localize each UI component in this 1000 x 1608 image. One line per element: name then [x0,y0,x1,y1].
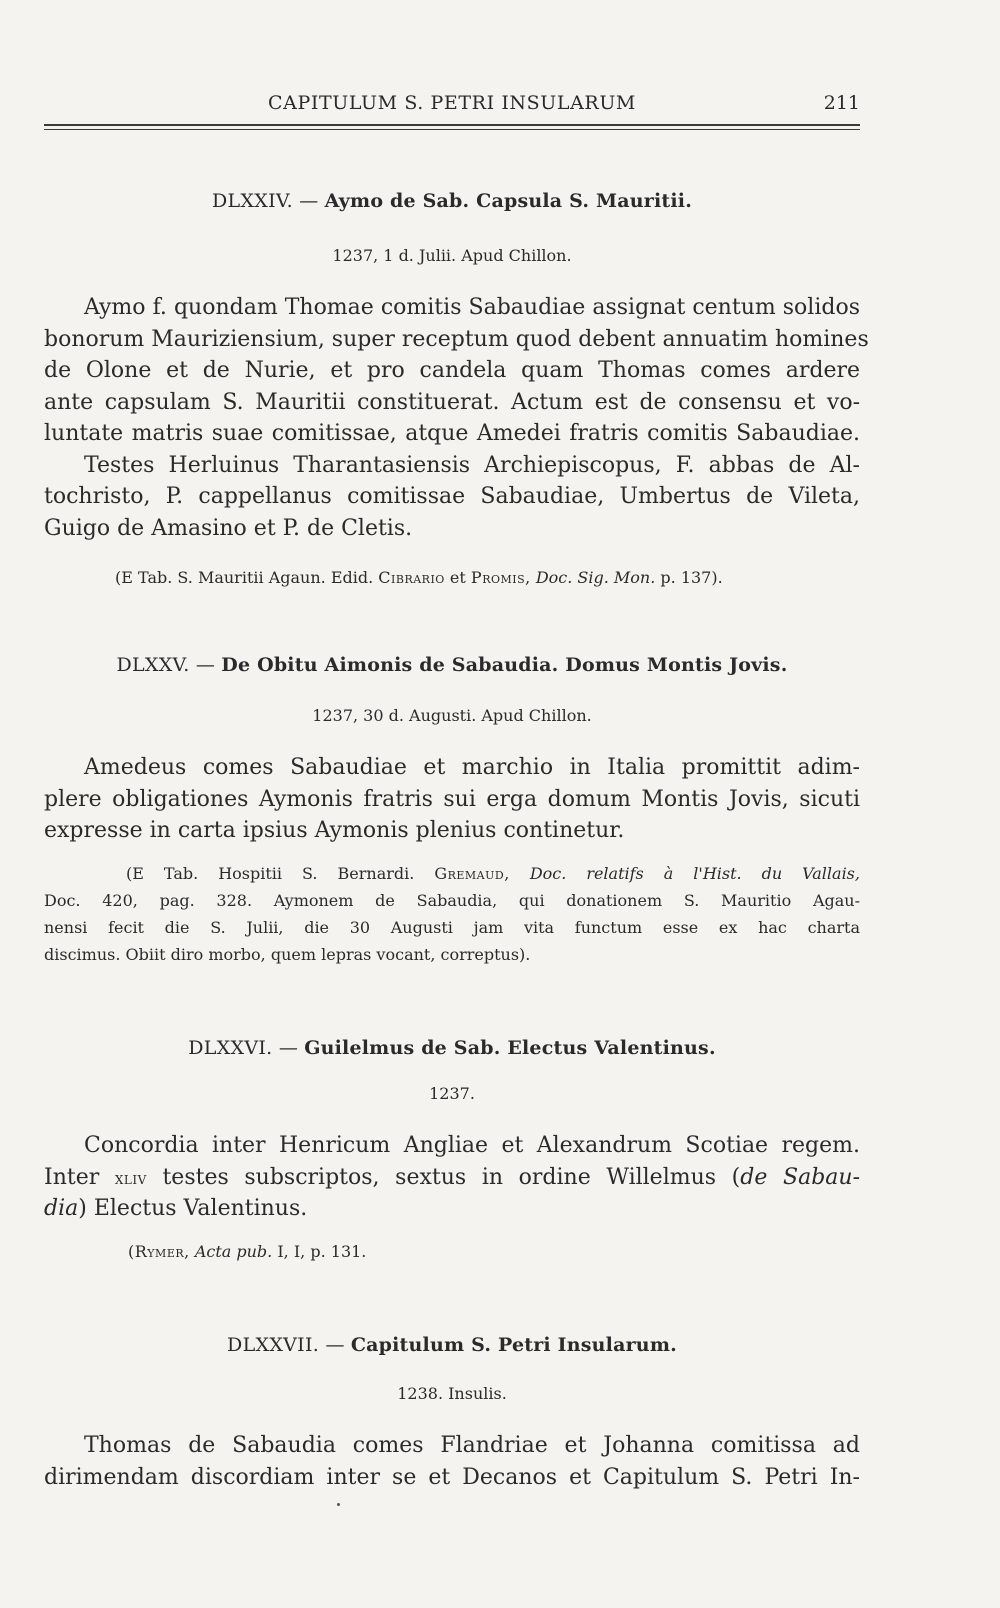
citation-text: (E Tab. Hospitii S. Bernardi. [126,864,415,883]
body-line: expresse in carta ipsius Aymonis plenius continetur. [44,818,625,843]
source-citation [128,1238,860,1265]
header-rule [44,124,860,126]
roman-numeral: xliv [114,1168,147,1189]
citation-work: Doc. Sig. Mon. [535,568,656,587]
body-line: Concordia inter Henricum Angliae et Alexandrum Scotiae regem. [84,1133,860,1158]
body-line: tochristo, P. cappellanus comitissae Sabaudiae, Umbertus de Vileta, [44,484,860,509]
body-line: ante capsulam S. Mauritii constituerat. Actum est de consensu et vo- [44,389,860,415]
body-line: plere obligationes Aymonis fratris sui erga domum Montis Jovis, sicuti [44,786,860,812]
citation-text: (E Tab. S. Mauritii Agaun. Edid. [115,568,374,587]
citation-text: I, I, p. 131. [277,1242,367,1261]
header-rule-thin [44,129,860,130]
body-italic: de Sabau- [740,1164,861,1190]
entry-number: DLXXIV. — [211,190,319,212]
body-text: ) Electus Valentinus. [78,1196,308,1221]
entry-date: 1238. Insulis. [397,1384,507,1403]
entry-heading [44,190,860,212]
body-line: Guigo de Amasino et P. de Cletis. [44,515,413,541]
entry-body [44,292,869,544]
citation-text: et [449,568,466,587]
citation-author: (Rymer, [128,1242,190,1261]
entry-number: DLXXV. — [116,654,216,676]
page-number: 211 [823,92,860,114]
body-text: Inter [44,1164,100,1190]
entry-body [44,1430,860,1493]
body-line: Amedeus comes Sabaudiae et marchio in Italia promittit adim- [84,755,860,780]
body-line: Testes Herluinus Tharantasiensis Archiepiscopus, F. abbas de Al- [84,452,860,478]
entry-date: 1237, 1 d. Julii. Apud Chillon. [332,246,572,265]
entry-title: De Obitu Aimonis de Sabaudia. Domus Montis Jovis. [221,654,788,676]
entry-title: Guilelmus de Sab. Electus Valentinus. [304,1037,716,1059]
body-italic: dia [44,1196,79,1221]
body-line: Aymo f. quondam Thomae comitis Sabaudiae assignat centum solidos [84,295,860,320]
entry-number: DLXXVI. — [188,1037,299,1059]
entry-title: Aymo de Sab. Capsula S. Mauritii. [324,190,693,212]
body-line: bonorum Mauriziensium, super receptum quod debent annuatim homines [44,326,869,352]
entry-body [44,1130,860,1225]
body-text: testes subscriptos, sextus in ordine Willelmus ( [162,1164,741,1190]
source-citation [44,860,860,968]
citation-line: nensi fecit die S. Julii, die 30 Augusti jam vita functum esse ex hac charta [44,918,860,937]
entry-heading [44,1037,860,1059]
citation-author: Promis, [470,568,531,587]
entry-heading [44,654,860,676]
citation-text: p. 137). [660,568,723,587]
entry-date: 1237. [429,1084,475,1103]
citation-author: Gremaud, [434,864,510,883]
entry-title: Capitulum S. Petri Insularum. [350,1334,677,1356]
citation-line: discimus. Obiit diro morbo, quem lepras vocant, correptus). [44,945,531,964]
citation-author: Cibrario [378,568,445,587]
citation-work: Acta pub. [194,1242,273,1261]
print-mark [337,1503,340,1506]
running-title: CAPITULUM S. PETRI INSULARUM [268,92,636,114]
entry-body [44,752,860,847]
body-line: luntate matris suae comitissae, atque Amedei fratris comitis Sabaudiae. [44,421,860,446]
entry-heading [44,1334,860,1356]
body-line: de Olone et de Nurie, et pro candela quam Thomas comes ardere [44,358,860,383]
entry-number: DLXXVII. — [227,1334,345,1356]
source-citation [115,564,860,591]
citation-work: Doc. relatifs à l'Hist. du Vallais, [529,864,860,883]
body-line: Thomas de Sabaudia comes Flandriae et Johanna comitissa ad [84,1433,860,1458]
entry-date: 1237, 30 d. Augusti. Apud Chillon. [312,706,592,725]
body-line: dirimendam discordiam inter se et Decanos et Capitulum S. Petri In- [44,1464,860,1490]
running-header [44,88,860,118]
citation-line: Doc. 420, pag. 328. Aymonem de Sabaudia, qui donationem S. Mauritio Agau- [44,891,860,910]
